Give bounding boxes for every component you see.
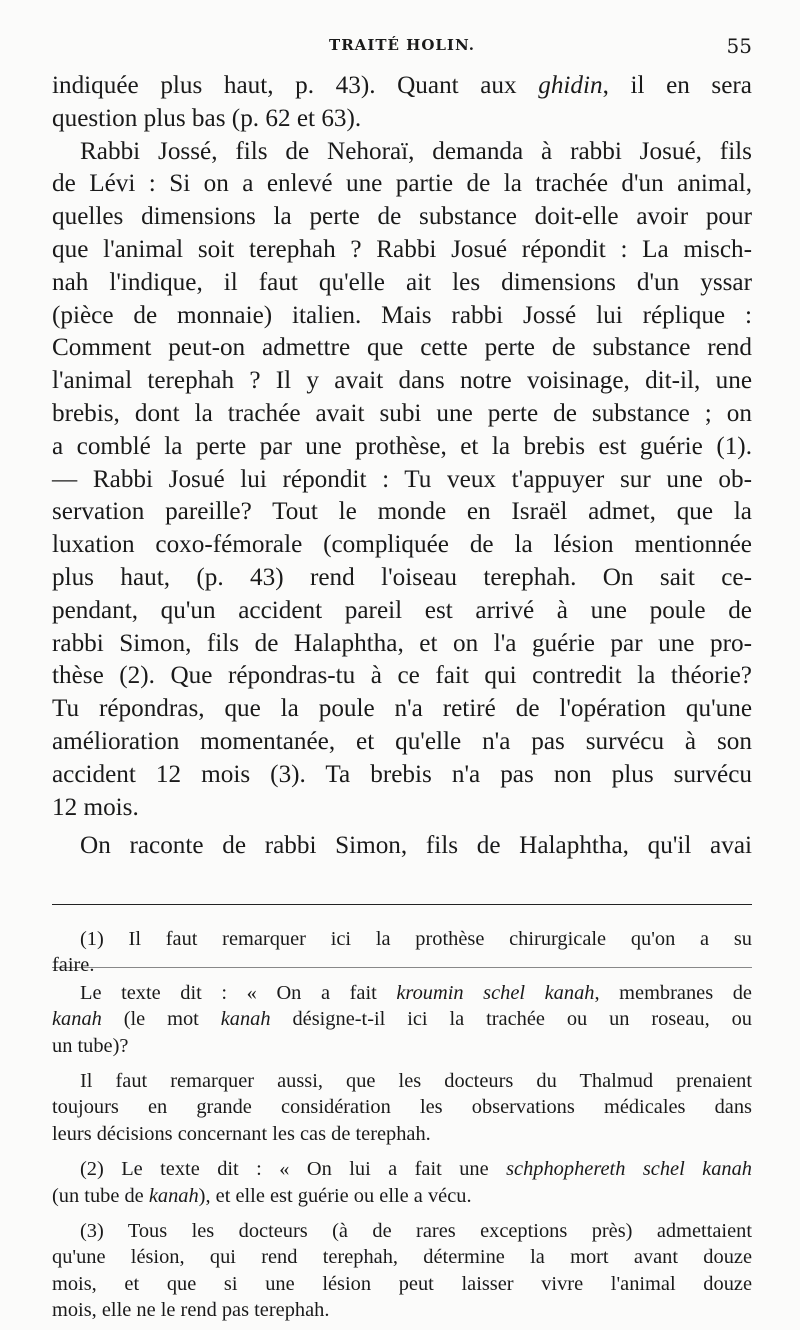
text-line: accident 12 mois (3). Ta brebis n'a pas non plus survécu bbox=[52, 760, 752, 788]
text-line: (pièce de monnaie) italien. Mais rabbi Jossé lui réplique : bbox=[52, 301, 752, 329]
text-line: thèse (2). Que répondras-tu à ce fait qui contredit la théorie? bbox=[52, 662, 752, 690]
text-line: de Lévi : Si on a enlevé une partie de la trachée d'un animal, bbox=[52, 170, 752, 198]
text-line: Rabbi Jossé, fils de Nehoraï, demanda à rabbi Josué, fils bbox=[80, 137, 752, 165]
footnote-line: mois, et que si une lésion peut laisser vivre l'animal douze bbox=[52, 1272, 752, 1295]
text-line: Comment peut-on admettre que cette perte de substance rend bbox=[52, 334, 752, 362]
text-line: l'animal terephah ? Il y avait dans notre voisinage, dit-il, une bbox=[52, 367, 752, 395]
text-line: amélioration momentanée, et qu'elle n'a pas survécu à son bbox=[52, 727, 752, 755]
text-line: brebis, dont la trachée avait subi une perte de substance ; on bbox=[52, 399, 752, 427]
footnote-line: un tube)? bbox=[52, 1034, 129, 1057]
main-text bbox=[52, 70, 752, 863]
text-line: 12 mois. bbox=[52, 793, 139, 821]
text-line: Tu répondras, que la poule n'a retiré de l'opération qu'une bbox=[52, 695, 752, 723]
text-line: question plus bas (p. 62 et 63). bbox=[52, 104, 362, 132]
text-line: On raconte de rabbi Simon, fils de Halaphtha, qu'il avai bbox=[80, 832, 752, 860]
page-number: 55 bbox=[726, 34, 752, 58]
text-line: que l'animal soit terephah ? Rabbi Josué répondit : La misch- bbox=[52, 235, 752, 263]
text-line: luxation coxo-fémorale (compliquée de la lésion mentionnée bbox=[52, 531, 752, 559]
footnote-line: mois, elle ne le rend pas terephah. bbox=[52, 1299, 330, 1322]
footnote-separator bbox=[52, 904, 752, 905]
text-line: quelles dimensions la perte de substance doit-elle avoir pour bbox=[52, 203, 752, 231]
footnote-line: kanah (le mot kanah désigne-t-il ici la trachée ou un roseau, ou bbox=[52, 1008, 752, 1031]
footnote-line: qu'une lésion, qui rend terephah, détermine la mort avant douze bbox=[52, 1246, 752, 1269]
text-line: servation pareille? Tout le monde en Israël admet, que la bbox=[52, 498, 752, 526]
text-line: indiquée plus haut, p. 43). Quant aux ghidin, il en sera bbox=[52, 72, 752, 99]
page-header bbox=[52, 34, 752, 64]
footnotes bbox=[52, 926, 752, 1323]
text-line: a comblé la perte par une prothèse, et la brebis est guérie (1). bbox=[52, 432, 752, 460]
footnote-line: Le texte dit : « On a fait kroumin schel kanah, membranes de bbox=[80, 981, 752, 1004]
footnote-line: faire. bbox=[52, 954, 95, 977]
footnote-line: (3) Tous les docteurs (à de rares exceptions près) admettaient bbox=[80, 1219, 752, 1242]
footnote-line: Il faut remarquer aussi, que les docteurs du Thalmud prenaient bbox=[80, 1069, 752, 1092]
footnote-line: (1) Il faut remarquer ici la prothèse chirurgicale qu'on a su bbox=[80, 928, 752, 950]
text-line: rabbi Simon, fils de Halaphtha, et on l'a guérie par une pro- bbox=[52, 629, 752, 657]
footnote-line: toujours en grande considération les observations médicales dans bbox=[52, 1096, 752, 1119]
text-line: — Rabbi Josué lui répondit : Tu veux t'appuyer sur une ob- bbox=[52, 465, 752, 493]
text-line: nah l'indique, il faut qu'elle ait les dimensions d'un yssar bbox=[52, 268, 752, 296]
text-line: plus haut, (p. 43) rend l'oiseau terephah. On sait ce- bbox=[52, 563, 752, 591]
footnote-rule bbox=[52, 967, 752, 968]
footnote-line: leurs décisions concernant les cas de terephah. bbox=[52, 1122, 431, 1145]
footnote-line: (un tube de kanah), et elle est guérie ou elle a vécu. bbox=[52, 1184, 472, 1207]
text-line: pendant, qu'un accident pareil est arrivé à une poule de bbox=[52, 596, 752, 624]
footnote-line: (2) Le texte dit : « On lui a fait une schphophereth schel kanah bbox=[80, 1158, 752, 1181]
running-title: TRAITÉ HOLIN. bbox=[329, 36, 475, 54]
